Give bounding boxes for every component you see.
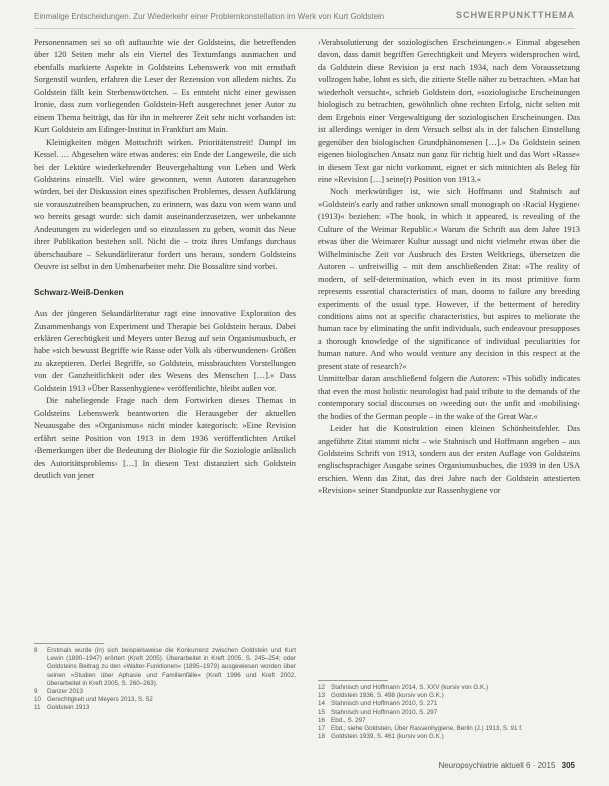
- footnote: 11 Goldstein 1913: [34, 704, 90, 712]
- paragraph: Unmittelbar daran anschließend folgern die Autoren: »This solidly indicates that even the most holistic neurologist had paid tribute to the demands of the contemporary social discourses on ›weeding out‹ the unfit and ›mobilising‹ the bodies of the German people – in the wake of the Great War.«: [318, 374, 580, 421]
- paragraph: Aus der jüngeren Sekundärliteratur ragt eine innovative Exploration des Zusammenhangs von Experiment und Therapie bei Goldstein heraus. Dabei erklären Gerechtigkeit und Meyers unter Bezug auf sein Organismusbuch, er habe »sich bewusst Begriffe wie Rasse oder Volk als ›überwundenen‹ Größen zu akzeptieren. Derlei Begriffe, so Goldstein, missbrauchten Vorstellungen von der Ganzheitlichkeit oder des Wesens des Menschen […].« Dass Goldstein 1913 »Über Rassenhygiene« veröffentlichte, bleibt außen vor.: [34, 309, 296, 393]
- footnote: 14 Stahnisch und Hoffmann 2010, S. 271: [318, 700, 438, 708]
- page-footer: [438, 761, 575, 770]
- footnote: 13 Goldstein 1936, S. 498 (kursiv von G.K.): [318, 692, 444, 700]
- header-divider: [34, 28, 575, 29]
- paragraph: Noch merkwürdiger ist, wie sich Hoffmann und Stahnisch auf »Goldstein's early and rather unknown small monograph on ›Racial Hygiene‹ (1913)« beziehen: »The book, in which it appeared, is revealing of the Culture of the Weimar Republic.« Warum die Schrift aus dem Jahre 1913 etwas über die Weimarer Kultur aussagt und nicht vielmehr etwas über die Wilhelminische Zeit vor Ausbruch des Ersten Weltkriegs, übersetzen die Autoren – unfreiwillig – mit dem anschließenden Zitat: »The reality of modern, of self-determination, which even in its most primitive form represents essential characteristics of man, dooms to failure any breeding experiments of the usual type. However, if the betterment of heredity conditions aims not at specific characteristics, but aspires to meliorate the human race by eliminating the unfit individuals, such endeavour presupposes a thorough knowledge of the significance of individual peculiarities for human nature. And who would venture any decision in this respect at the present state of research?«: [318, 187, 580, 371]
- paragraph: Personennamen sei so oft auftauchte wie der Goldsteins, die betreffenden über 120 Seiten mehr als ein Viertel des Textumfangs ausmachen und ebenfalls markierte Aspekte in Goldsteins Lebenswerk von mit ernsthaft Sorgenstil wurden, erfahren die Leser der Rezension von alledem nichts. Zu Goldstein fällt kein Sterbenswörtchen. – Es entsteht nicht einer gewissen Ironie, dass zum vorliegenden Goldstein-Heft ausgerechnet jener Autor zu einem Thema beiträgt, das für ihn in mehrerer Zeit sehr nicht vorhanden ist: Kurt Goldstein am Edinger-Institut in Frankfurt am Main.: [34, 38, 296, 135]
- footnote-divider: [318, 680, 388, 681]
- running-header: [34, 10, 575, 26]
- paragraph: Die naheliegende Frage nach dem Fortwirken dieses Themas in Goldsteins Lebenswerk beantworten die Herausgeber der aktuellen Neuausgabe des »Organismus« nicht minder kategorisch: »Eine Revision erfährt seine Position von 1913 in dem 1936 veröffentlichten Artikel ›Bemerkungen über die Bedeutung der Biologie für die Soziologie anlässlich des Autoritätsproblems‹ […] In diesem Text distanziert sich Goldstein deutlich von jener: [34, 396, 296, 480]
- page-number: 305: [561, 761, 575, 770]
- footnote: 8 Erstmals wurde (in) sich beispielsweise die Konkurrenz zwischen Goldstein und Kurt Lewin (1890–1947) erörtert (Kreft 2005). Überarbeitet in Kreft 2005, S. 245–254; oder Goldsteins Beitrag zu den »Walter-Funktionen« (1895–1979) ausgewiesen worden über seinen »Studien über Aphasie und Familienfälle« (Kreft 1996 und Kreft 2002, überarbeitet in Kreft 2005, S. 260–263).: [34, 647, 296, 687]
- paragraph: Leider hat die Konstruktion einen kleinen Schönheitsfehler. Das angeführte Zitat stammt nicht – wie Stahnisch und Hoffmann angeben – aus Goldsteins Schrift von 1913, sondern aus der ersten Auflage von Goldsteins englischsprachiger Ausgabe seines Organismusbuches, die 1939 in den USA erschien. Wenn das Zitat, das drei Jahre nach der Goldstein attestierten »Revision« seiner Standpunkte zur Rassenhygiene vor: [318, 424, 580, 496]
- footnote-divider: [34, 643, 104, 644]
- footnote: 18 Goldstein 1939, S. 461 (kursiv von G.K.): [318, 733, 444, 741]
- section-heading: Schwarz-Weiß-Denken: [34, 286, 124, 297]
- footnote: 16 Ebd., S. 297: [318, 716, 366, 724]
- paragraph: ›Verabsolutierung der soziologischen Erscheinungen‹.« Einmal abgesehen davon, dass damit begriffen Gerechtigkeit und Meyers widersprochen wird, da Goldstein diese Revision ja erst nach 1934, nach dem Voraussetzung vollzogen habe, lohnt es sich, die zitierte Stelle näher zu betrachten. »Man hat wiederholt versucht«, schrieb Goldstein dort, »soziologische Erscheinungen biologisch zu betrachten, gewöhnlich ohne rechten Erfolg, nicht selten mit dem Ergebnis einer Vergewaltigung der soziologischen Erscheinungen. Das ist allerdings weniger in dem Versuch selbst als in der falschen Einstellung gegenüber den biologischen Grundphänomenen […].« Da Goldstein seinen eigenen biologischen Ansatz nun ganz für richtig hielt und das Wort »Rasse« in diesem Text gar nicht vorkommt, eignet er sich mitnichten als Beleg für eine »Revision […] seine(r) Position von 1913.«: [318, 38, 580, 184]
- section-label: SCHWERPUNKTTHEMA: [456, 10, 575, 20]
- footnote: 12 Stahnisch und Hoffmann 2014, S. XXV (kursiv von G.K.): [318, 684, 489, 691]
- footnote: 15 Stahnisch und Hoffmann 2010, S. 297: [318, 708, 438, 716]
- footnote: 17 Ebd.; siehe Goldstein, Über Rassenhygiene, Berlin (J.) 1913, S. 91 f.: [318, 725, 523, 733]
- footnote: 9 Danzer 2013: [34, 688, 84, 696]
- journal-name: Neuropsychiatrie aktuell 6 · 2015: [438, 761, 556, 770]
- running-title: Einmalige Entscheidungen. Zur Wiederkehr einer Problemkonstellation im Werk von Kurt Goldstein: [34, 12, 385, 21]
- footnotes-left: [34, 647, 296, 713]
- right-column: [318, 37, 580, 498]
- footnote: 10 Gerechtigkeit und Meyers 2013, S. 52: [34, 696, 153, 704]
- paragraph: Kleinigkeiten mögen Mottschrift wirken. Prioritätenstreit! Dampf im Kessel. … Abgesehen wäre etwas anderes: ein Ende der Langeweile, die sich bei der Lektüre wiederkehrender Beuvergehaltung von Leben und Werk Goldsteins einstellt. Viel wäre gewonnen, wenn Autoren daranzugehen würden, bei der Diskussion eines spezifischen Problemes, dessen Aufklärung sie vorauszutreiben beanspruchen, zu erinnern, was dazu von wem wann und wo bereits gesagt wurde: sich damit auseinanderzusetzen, wer unbekannte Andeutungen zu widerlegen und so einzulassen zu geben, womit das Neue ihrer Publikation bestehen soll. Nicht die – trotz ihres Umfangs durchaus überschaubare – Sekundärliteratur fordert uns heraus, sondern Goldsteins Oeuvre ist selbst in den Umbenarbeiter mehr. Die Bossalitre sind vorbei.: [34, 137, 296, 272]
- left-column: [34, 37, 296, 482]
- footnotes-right: [318, 684, 580, 741]
